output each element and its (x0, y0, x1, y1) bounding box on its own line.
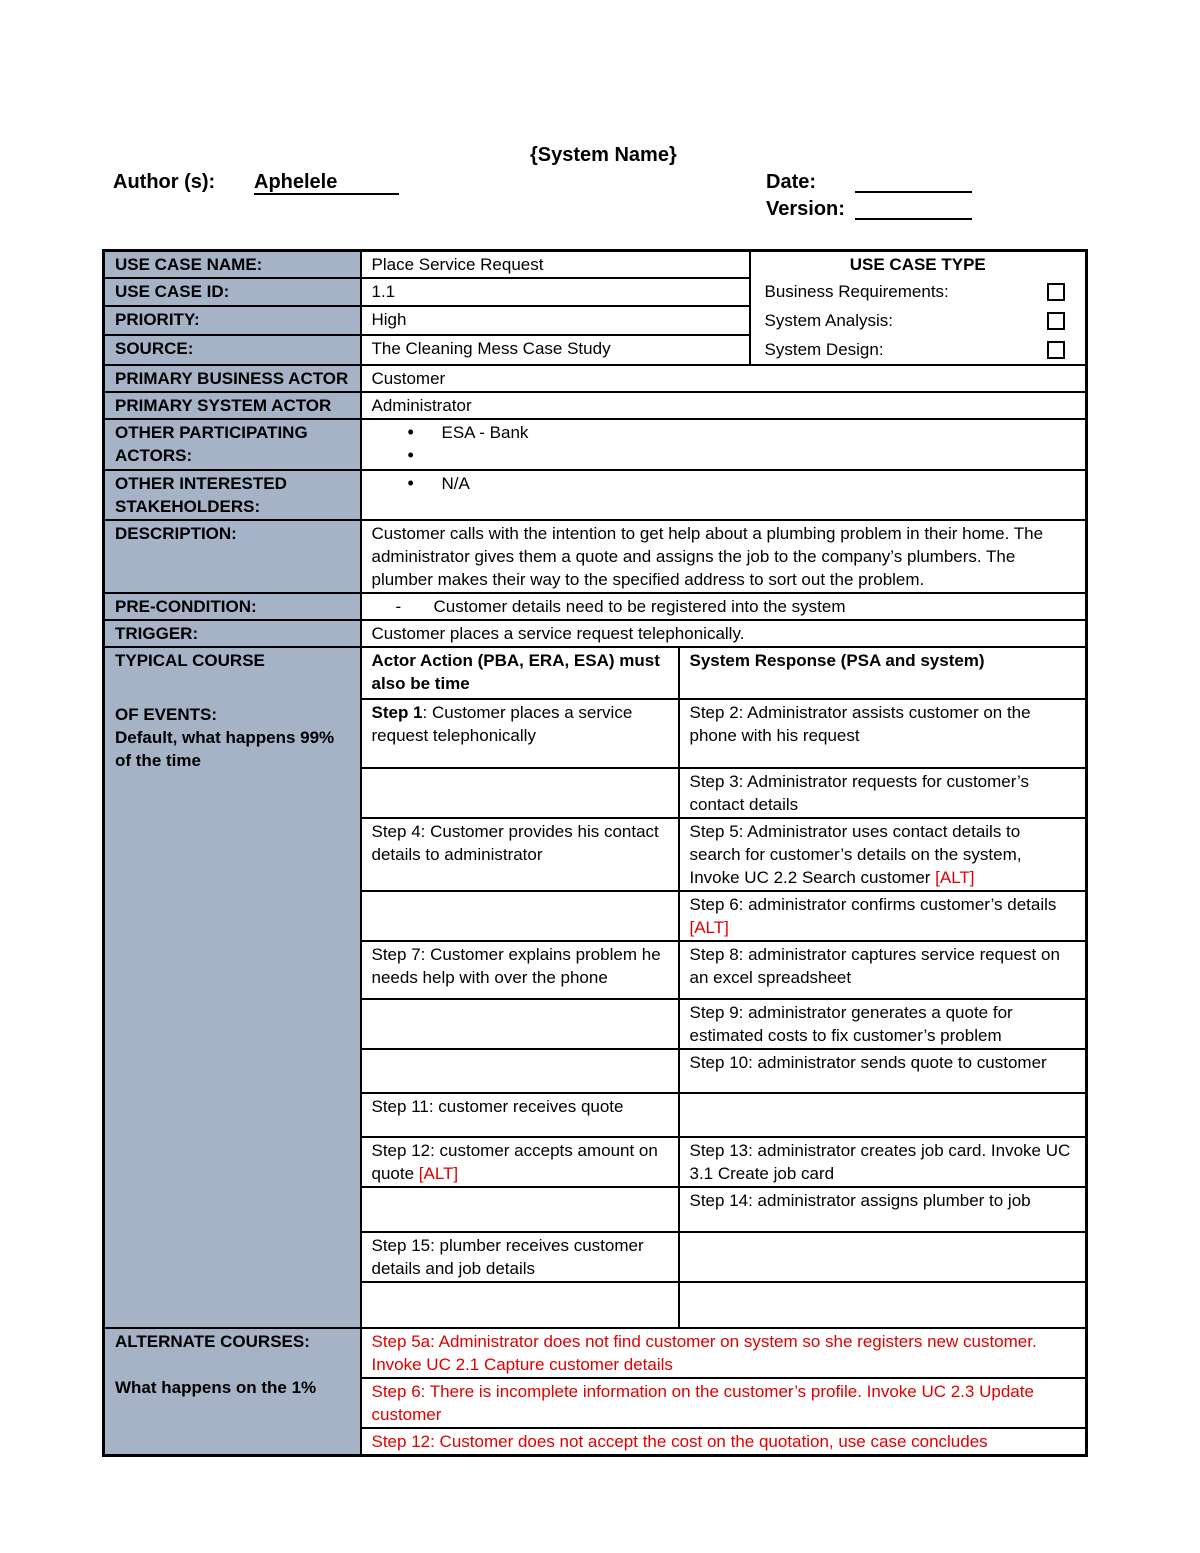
system-step-cell: Step 3: Administrator requests for customer’s contact details (679, 768, 1087, 818)
alternate-courses-title: ALTERNATE COURSES: (115, 1332, 310, 1351)
author-value (254, 171, 399, 195)
system-step-cell (679, 818, 1087, 891)
typical-course-subtitle: OF EVENTS: (115, 705, 218, 724)
type-label: Business Requirements: (764, 282, 949, 301)
primary-business-actor-label: PRIMARY BUSINESS ACTOR (104, 365, 361, 392)
actor-step-cell (361, 1187, 679, 1232)
trigger-value: Customer places a service request telephonically. (361, 620, 1087, 647)
system-step-cell: Step 13: administrator creates job card. Invoke UC 3.1 Create job card (679, 1137, 1087, 1187)
typical-course-note: Default, what happens 99% of the time (115, 728, 335, 770)
description-value: Customer calls with the intention to get help about a plumbing problem in their home. The administrator gives them a quote and assigns the job to the company’s plumbers. The plumber makes their way to the specified address to sort out the problem. (361, 520, 1087, 593)
type-label: System Analysis: (764, 311, 894, 330)
alternate-course-item: Step 12: Customer does not accept the cost on the quotation, use case concludes (361, 1428, 1087, 1456)
alt-link[interactable]: [ALT] (418, 1164, 459, 1183)
other-interested-value (361, 470, 1087, 520)
system-step-cell: Step 10: administrator sends quote to customer (679, 1049, 1087, 1093)
system-step-cell: Step 2: Administrator assists customer on the phone with his request (679, 699, 1087, 768)
other-participating-value (361, 419, 1087, 470)
alt-link[interactable]: [ALT] (935, 868, 975, 887)
system-step-cell (679, 1093, 1087, 1137)
system-step-text: Step 5: Administrator uses contact details to search for customer’s details on the system, Invoke UC 2.2 Search customer (689, 822, 1022, 887)
checkbox-icon[interactable] (1047, 312, 1065, 330)
system-step-cell: Step 14: administrator assigns plumber to job (679, 1187, 1087, 1232)
version-label: Version: (766, 198, 845, 220)
source-label: SOURCE: (104, 335, 361, 365)
priority-value: High (361, 306, 750, 336)
actor-step-cell: Step 7: Customer explains problem he needs help with over the phone (361, 941, 679, 999)
system-step-cell (679, 1282, 1087, 1328)
system-step-cell (679, 1232, 1087, 1282)
actor-step-cell (361, 891, 679, 941)
priority-label: PRIORITY: (104, 306, 361, 336)
list-item: • ESA - Bank (442, 421, 1076, 444)
type-system-design[interactable] (751, 335, 1086, 364)
precondition-dash: - (395, 597, 402, 616)
use-case-name-value: Place Service Request (361, 251, 750, 279)
participating-list (372, 421, 1076, 467)
date-line (855, 191, 972, 193)
list-item: • N/A (442, 472, 1076, 495)
trigger-label: TRIGGER: (104, 620, 361, 647)
actor-step-cell (361, 1282, 679, 1328)
use-case-type-title: USE CASE TYPE (849, 255, 986, 274)
type-business-requirements[interactable] (751, 277, 1086, 306)
actor-step-cell (361, 699, 679, 768)
interested-list (372, 472, 1076, 495)
actor-step-cell (361, 1137, 679, 1187)
system-step-text: Step 6: administrator confirms customer’s details (689, 895, 1057, 914)
use-case-id-value: 1.1 (361, 278, 750, 305)
actor-step-cell: Step 15: plumber receives customer details and job details (361, 1232, 679, 1282)
type-label: System Design: (764, 340, 884, 359)
use-case-table (102, 249, 1088, 1457)
typical-course-title: TYPICAL COURSE (115, 651, 265, 670)
alternate-course-item: Step 5a: Administrator does not find customer on system so she registers new customer. Invoke UC 2.1 Capture customer details (361, 1328, 1087, 1378)
actor-step-cell (361, 1049, 679, 1093)
step-bold-label: Step 1 (371, 703, 423, 722)
system-name-title: {System Name} (530, 144, 677, 166)
description-label: DESCRIPTION: (104, 520, 361, 593)
checkbox-icon[interactable] (1047, 341, 1065, 359)
alternate-course-item: Step 6: There is incomplete information on the customer’s profile. Invoke UC 2.3 Update customer (361, 1378, 1087, 1428)
version-line (855, 218, 972, 220)
list-item (442, 444, 1076, 467)
other-interested-label: OTHER INTERESTED STAKEHOLDERS: (104, 470, 361, 520)
checkbox-icon[interactable] (1047, 283, 1065, 301)
alternate-courses-note: What happens on the 1% (115, 1378, 317, 1397)
primary-system-actor-value: Administrator (361, 392, 1087, 419)
typical-course-label (104, 647, 361, 1328)
system-step-cell: Step 9: administrator generates a quote for estimated costs to fix customer’s problem (679, 999, 1087, 1049)
type-system-analysis[interactable] (751, 306, 1086, 335)
actor-step-cell (361, 768, 679, 818)
precondition-text: Customer details need to be registered into the system (433, 597, 846, 616)
system-response-header: System Response (PSA and system) (679, 647, 1087, 699)
actor-step-cell: Step 11: customer receives quote (361, 1093, 679, 1137)
primary-system-actor-label: PRIMARY SYSTEM ACTOR (104, 392, 361, 419)
system-step-cell: Step 8: administrator captures service request on an excel spreadsheet (679, 941, 1087, 999)
actor-step-cell (361, 999, 679, 1049)
actor-step-text: Step 12: customer accepts amount on quote (371, 1141, 658, 1183)
primary-business-actor-value: Customer (361, 365, 1087, 392)
alt-link[interactable]: [ALT] (689, 918, 729, 937)
system-step-cell (679, 891, 1087, 941)
source-value: The Cleaning Mess Case Study (361, 335, 750, 365)
actor-action-header: Actor Action (PBA, ERA, ESA) must also be time (361, 647, 679, 699)
author-label: Author (s): (113, 171, 216, 193)
author-name: Aphelele (254, 171, 338, 193)
precondition-value (361, 593, 1087, 620)
alternate-courses-label (104, 1328, 361, 1456)
use-case-type-box (750, 251, 1087, 366)
actor-step-cell: Step 4: Customer provides his contact details to administrator (361, 818, 679, 891)
precondition-label: PRE-CONDITION: (104, 593, 361, 620)
other-participating-label: OTHER PARTICIPATING ACTORS: (104, 419, 361, 470)
date-label: Date: (766, 171, 817, 193)
use-case-name-label: USE CASE NAME: (104, 251, 361, 279)
use-case-id-label: USE CASE ID: (104, 278, 361, 305)
actor-step-text: : Customer places a service request telephonically (371, 703, 633, 745)
